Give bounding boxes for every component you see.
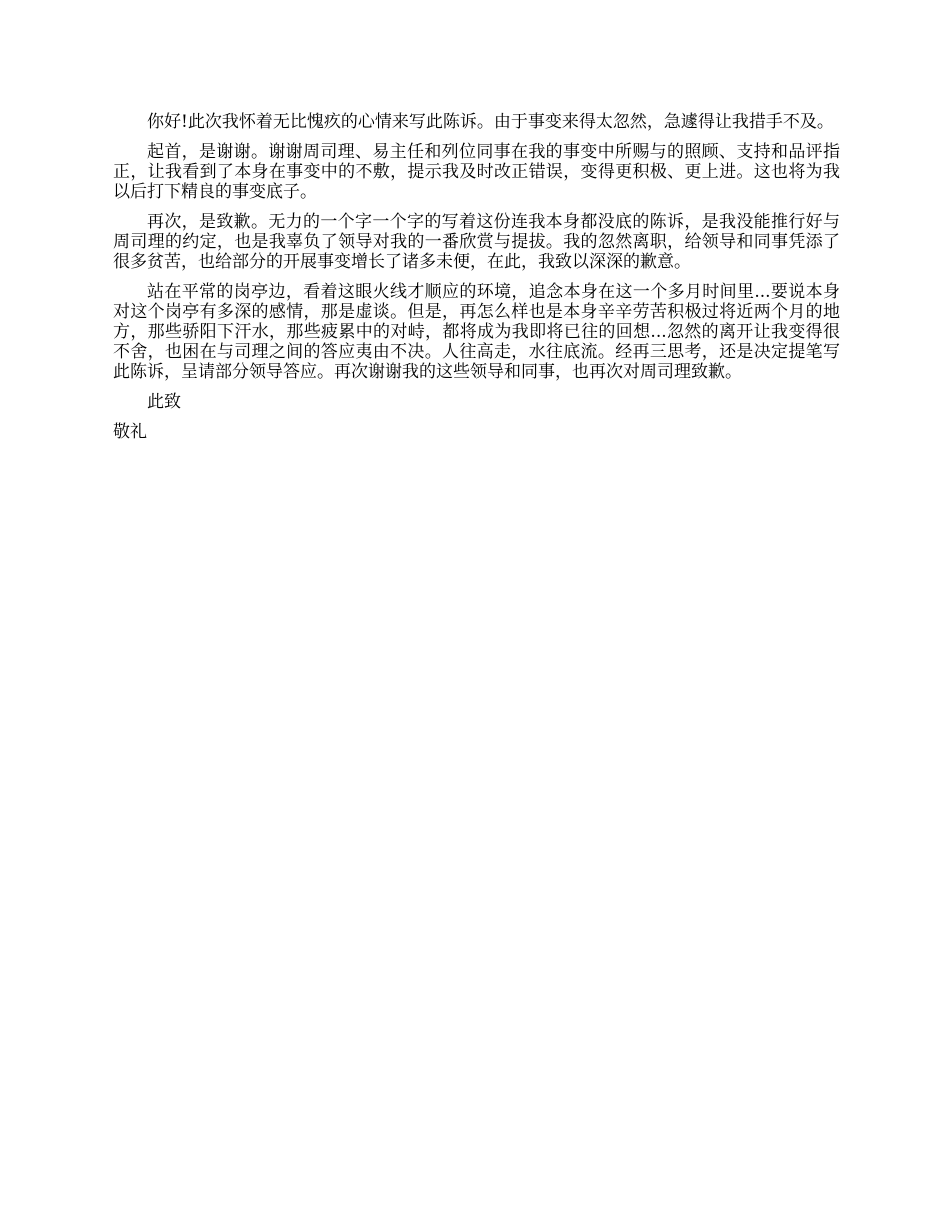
paragraph-greeting: 你好!此次我怀着无比愧疚的心情来写此陈诉。由于事变来得太忽然，急遽得让我措手不及。 <box>147 112 834 132</box>
closing-line: 此致 <box>147 392 181 412</box>
paragraph-apology: 再次，是致歉。无力的一个字一个字的写着这份连我本身都没底的陈诉，是我没能推行好与周司理的约定，也是我辜负了领导对我的一番欣赏与提拔。我的忽然离职，给领导和同事凭添了很多贫苦，也给部分的开展事变增长了诸多未便，在此，我致以深深的歉意。 <box>113 212 840 272</box>
paragraph-reflection: 站在平常的岗亭边，看着这眼火线才顺应的环境，追念本身在这一个多月时间里...要说本身对这个岗亭有多深的感情，那是虚谈。但是，再怎么样也是本身辛辛劳苦积极过将近两个月的地方，那些骄阳下汗水，那些疲累中的对峙，都将成为我即将已往的回想...忽然的离开让我变得很不舍，也困在与司理之间的答应夷由不决。人往高走，水往底流。经再三思考，还是决定提笔写此陈诉，呈请部分领导答应。再次谢谢我的这些领导和同事，也再次对周司理致歉。 <box>113 282 840 382</box>
paragraph-thanks: 起首，是谢谢。谢谢周司理、易主任和列位同事在我的事变中所赐与的照顾、支持和品评指正，让我看到了本身在事变中的不敷，提示我及时改正错误，变得更积极、更上进。这也将为我以后打下精良的事变底子。 <box>113 142 840 202</box>
salutation-line: 敬礼 <box>113 422 147 442</box>
